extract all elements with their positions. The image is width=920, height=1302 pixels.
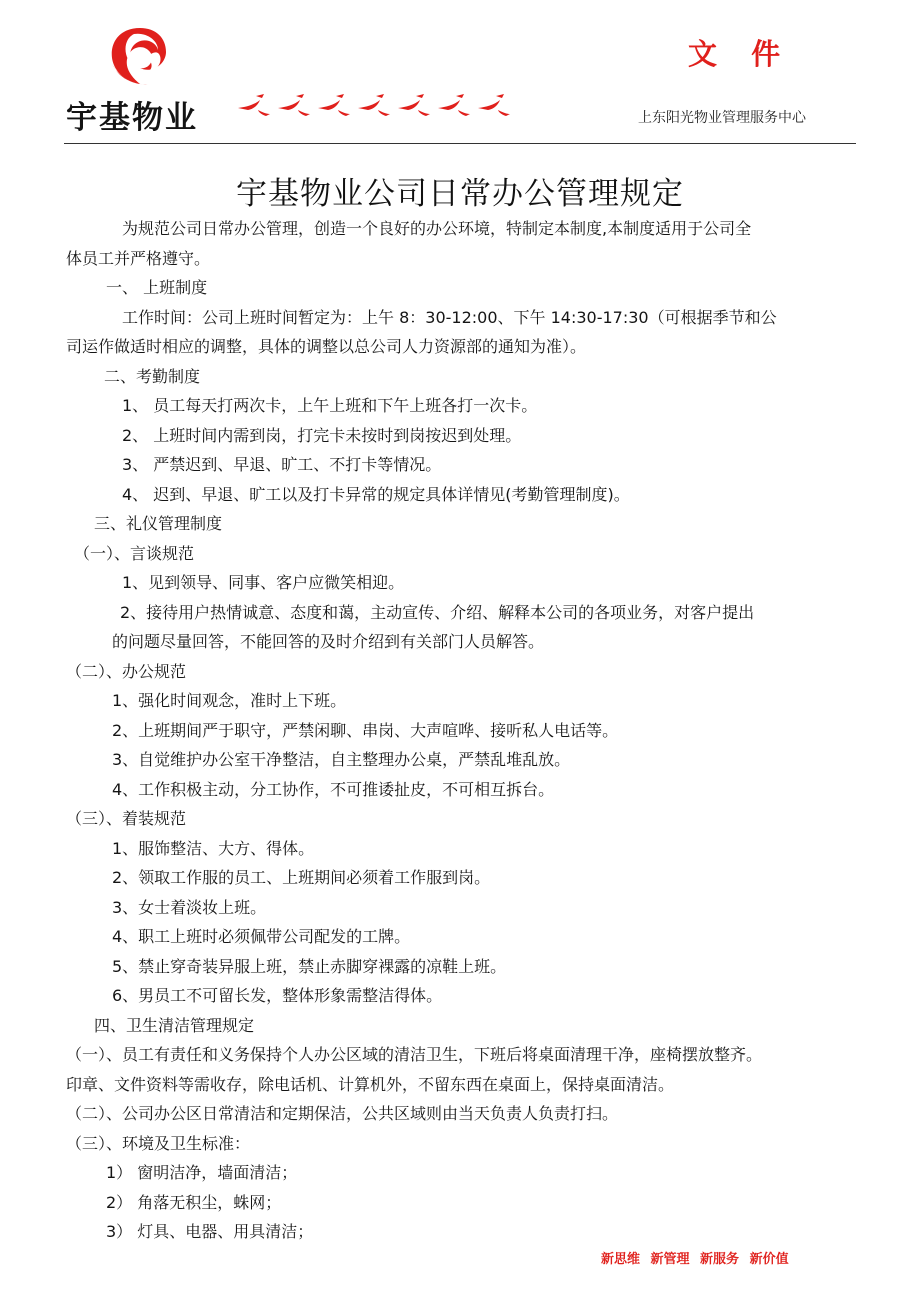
- paragraph-line: 1） 窗明洁净，墙面清洁；: [106, 1163, 298, 1182]
- paragraph-line: 1、服饰整洁、大方、得体。: [112, 838, 315, 858]
- red-stroke-mark: [358, 94, 390, 116]
- paragraph-line: 2、上班期间严于职守，严禁闲聊、串岗、大声喧哗、接听私人电话等。: [112, 720, 619, 740]
- red-stroke-mark: [318, 94, 350, 116]
- paragraph-line: 4、职工上班时必须佩带公司配发的工牌。: [112, 927, 411, 946]
- paragraph-line: 4、工作积极主动，分工协作，不可推诿扯皮，不可相互拆台。: [112, 779, 555, 799]
- paragraph-line: （三）、环境及卫生标准：: [66, 1133, 251, 1153]
- paragraph-line: 1、 员工每天打两次卡，上午上班和下午上班各打一次卡。: [122, 396, 538, 415]
- footer-slogan: 新思维 新管理 新服务 新价值: [601, 1252, 789, 1267]
- paragraph-line: （三）、着装规范: [66, 809, 187, 828]
- document-label: 文 件: [688, 37, 793, 71]
- paragraph-line: 二、考勤制度: [104, 366, 201, 386]
- header-divider: [64, 143, 856, 144]
- red-stroke-mark: [238, 94, 270, 116]
- swirl-logo-icon: [106, 24, 176, 88]
- company-logo: [66, 24, 226, 134]
- paragraph-line: 5、禁止穿奇装异服上班，禁止赤脚穿裸露的凉鞋上班。: [112, 956, 507, 976]
- paragraph-line: 6、男员工不可留长发，整体形象需整洁得体。: [112, 986, 443, 1005]
- service-center-name: 上东阳光物业管理服务中心: [638, 110, 806, 126]
- paragraph-line: 体员工并严格遵守。: [66, 248, 211, 268]
- paragraph-line: 3） 灯具、电器、用具清洁；: [106, 1222, 314, 1241]
- paragraph-line: 一、 上班制度: [106, 278, 208, 297]
- paragraph-line: 2、领取工作服的员工、上班期间必须着工作服到岗。: [112, 868, 491, 887]
- company-logo-text: 宇基物业: [66, 100, 198, 136]
- paragraph-line: 4、 迟到、早退、旷工以及打卡异常的规定具体详情见(考勤管理制度)。: [122, 484, 630, 504]
- paragraph-line: 工作时间：公司上班时间暂定为：上午 8：30-12:00、下午 14:30-17:30（可根据季节和公: [122, 307, 777, 327]
- document-body: [66, 214, 858, 1247]
- red-stroke-mark: [478, 94, 510, 116]
- paragraph-line: 为规范公司日常办公管理，创造一个良好的办公环境，特制定本制度,本制度适用于公司全: [122, 219, 752, 238]
- paragraph-line: （二）、办公规范: [66, 661, 187, 681]
- paragraph-line: （一）、员工有责任和义务保持个人办公区域的清洁卫生，下班后将桌面清理干净，座椅摆放整齐。: [66, 1045, 763, 1064]
- red-stroke-mark: [278, 94, 310, 116]
- paragraph-line: 的问题尽量回答，不能回答的及时介绍到有关部门人员解答。: [112, 632, 545, 651]
- document-title: 宇基物业公司日常办公管理规定: [236, 176, 684, 212]
- paragraph-line: 2） 角落无积尘，蛛网；: [106, 1192, 282, 1212]
- paragraph-line: 3、女士着淡妆上班。: [112, 897, 267, 917]
- paragraph-line: 1、强化时间观念，准时上下班。: [112, 691, 347, 710]
- paragraph-line: 3、 严禁迟到、早退、旷工、不打卡等情况。: [122, 455, 442, 474]
- paragraph-line: 三、礼仪管理制度: [94, 514, 223, 533]
- paragraph-line: 2、接待用户热情诚意、态度和蔼，主动宣传、介绍、解释本公司的各项业务，对客户提出: [120, 602, 755, 622]
- paragraph-line: 司运作做适时相应的调整，具体的调整以总公司人力资源部的通知为准）。: [66, 337, 587, 356]
- paragraph-line: （二）、公司办公区日常清洁和定期保洁，公共区域则由当天负责人负责打扫。: [66, 1104, 619, 1123]
- red-stroke-mark: [398, 94, 430, 116]
- paragraph-line: 1、见到领导、同事、客户应微笑相迎。: [122, 573, 405, 592]
- red-stroke-mark: [438, 94, 470, 116]
- paragraph-line: 3、自觉维护办公室干净整洁，自主整理办公桌，严禁乱堆乱放。: [112, 750, 571, 769]
- paragraph-line: 四、卫生清洁管理规定: [94, 1015, 255, 1035]
- paragraph-line: （一）、言谈规范: [74, 543, 195, 563]
- paragraph-line: 印章、文件资料等需收存，除电话机、计算机外，不留东西在桌面上，保持桌面清洁。: [66, 1074, 675, 1094]
- paragraph-line: 2、 上班时间内需到岗，打完卡未按时到岗按迟到处理。: [122, 425, 522, 445]
- red-stroke-decoration-icon: [236, 92, 518, 120]
